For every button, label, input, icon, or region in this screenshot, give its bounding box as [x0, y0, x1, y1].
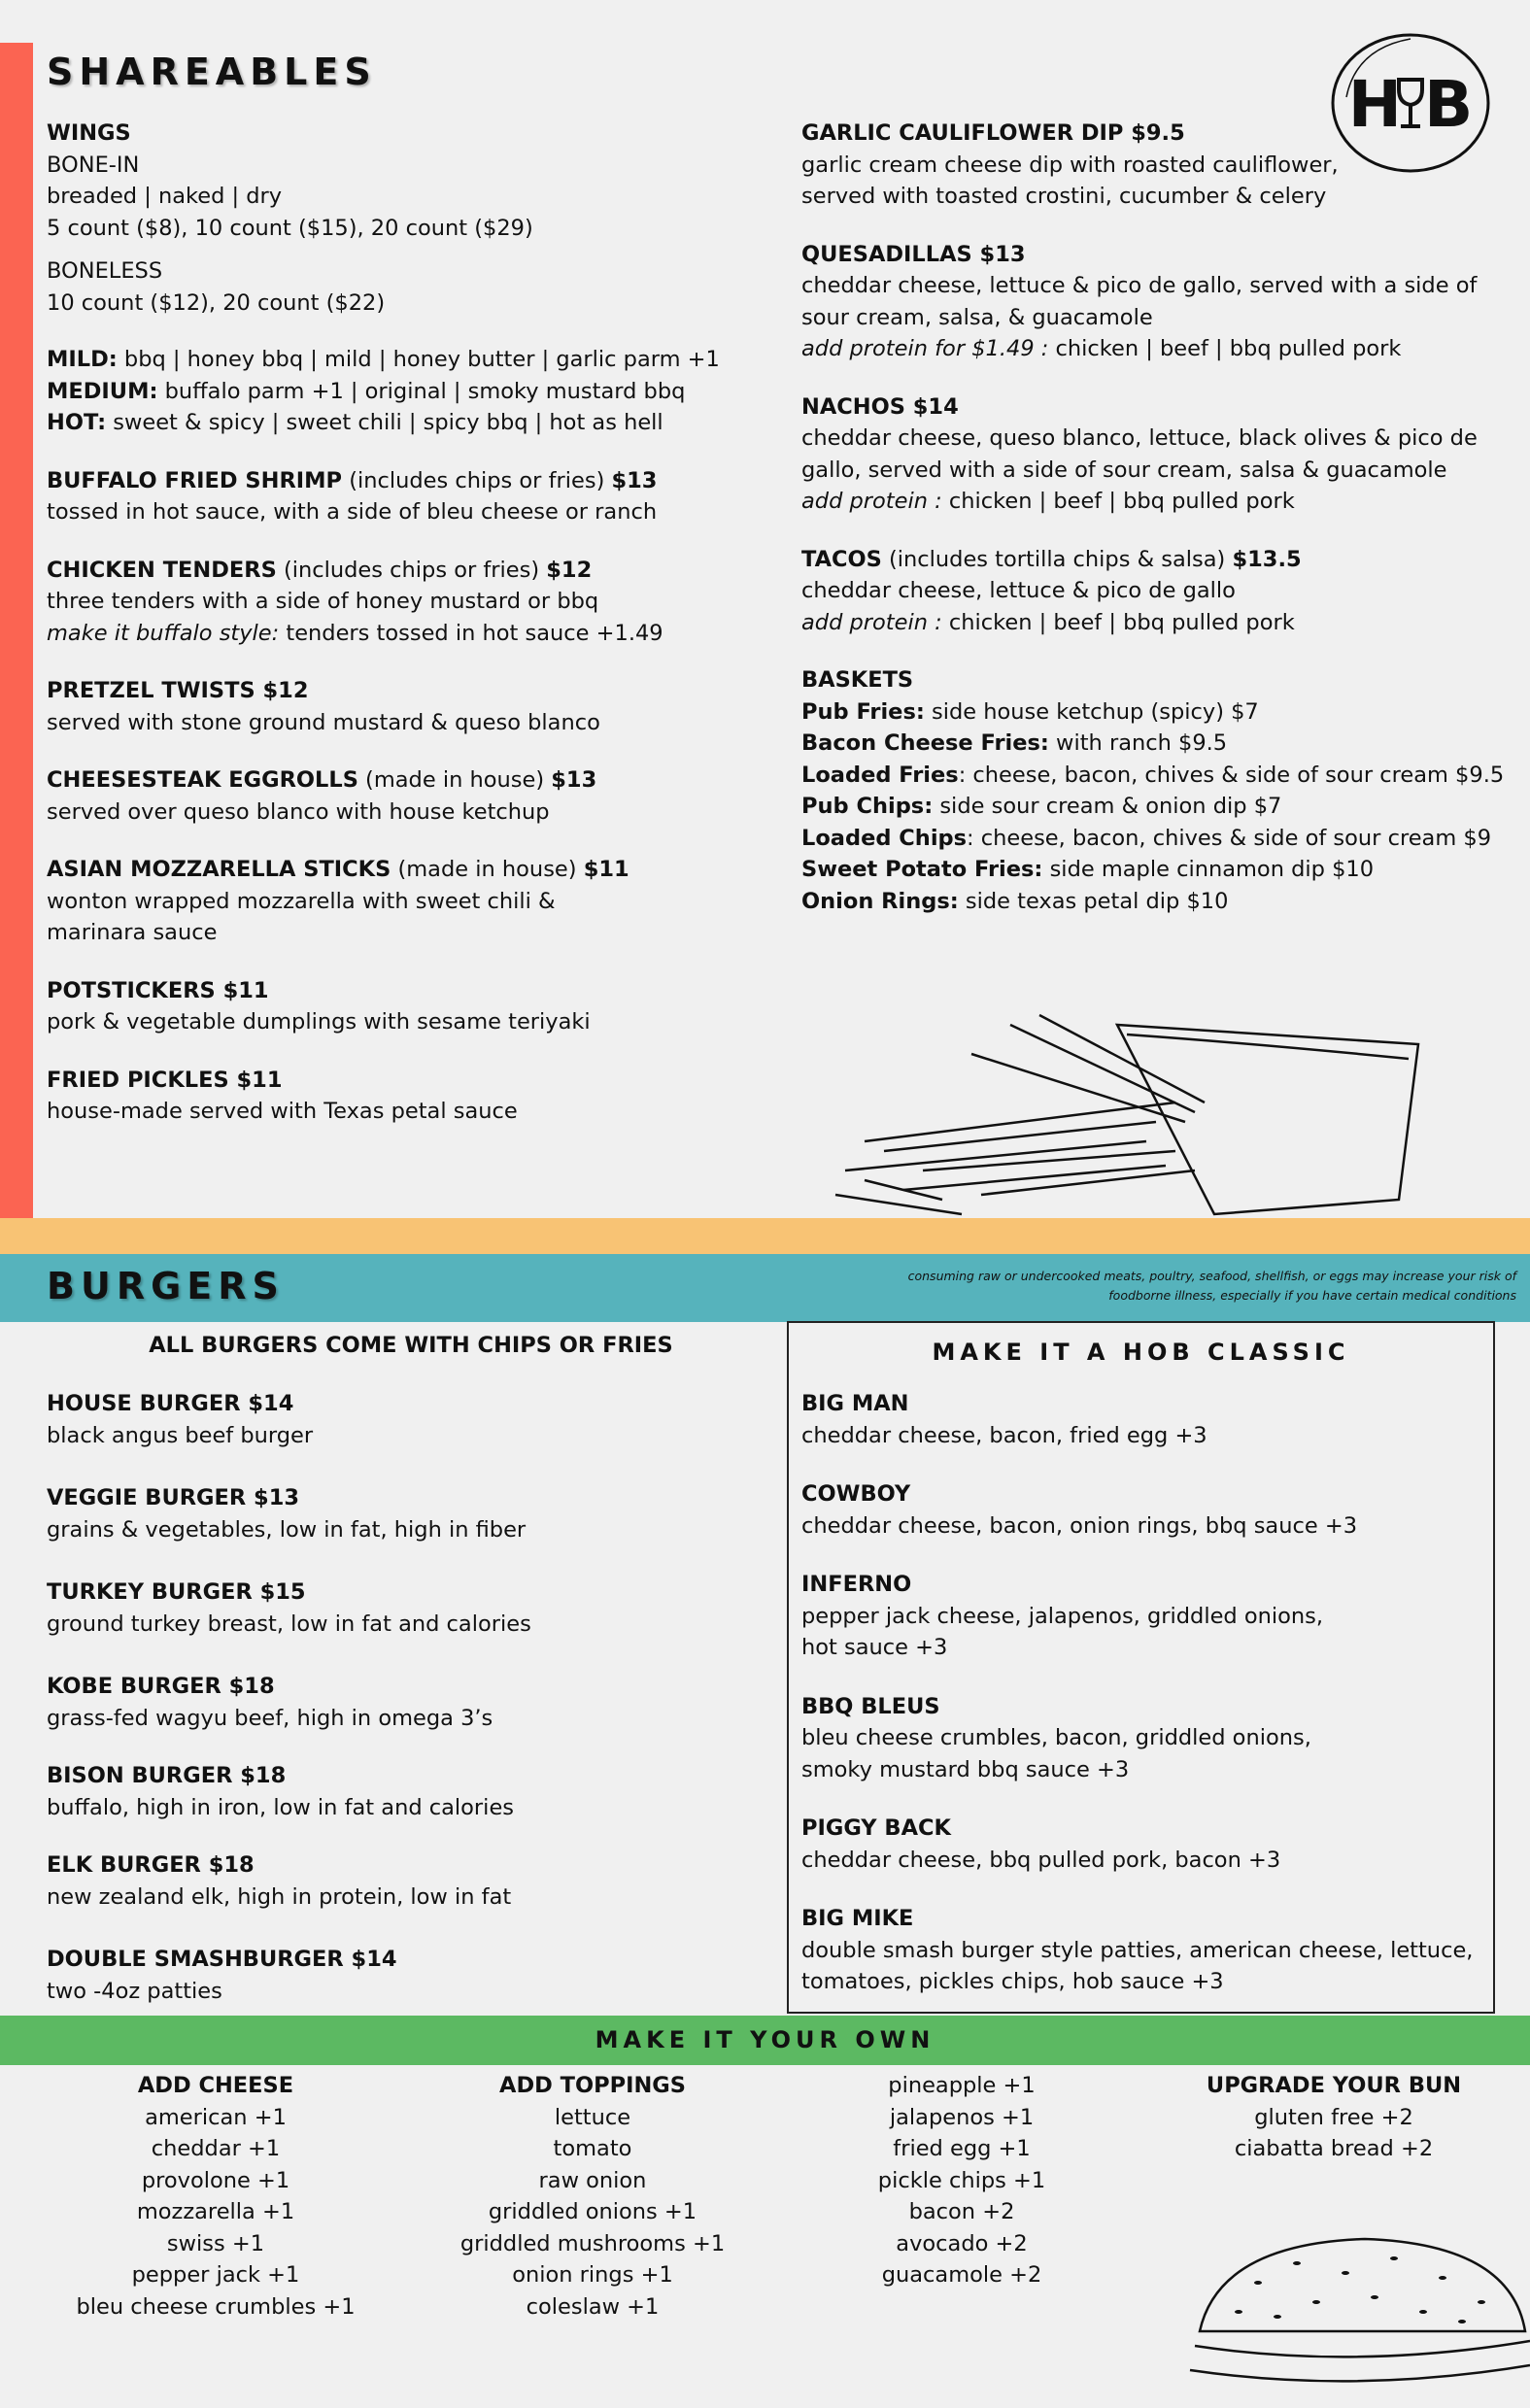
own-option: provolone +1: [141, 2167, 290, 2193]
own-option: pineapple +1: [888, 2073, 1036, 2098]
own-option: pepper jack +1: [131, 2262, 300, 2288]
menu-text: served over queso blanco with house ketchup: [47, 798, 550, 825]
burger-item: [47, 1577, 746, 1640]
own-column-head: UPGRADE YOUR BUN: [1206, 2073, 1462, 2098]
menu-text-rest: : cheese, bacon, chives & side of sour cream $9: [967, 825, 1492, 851]
classic-name: BBQ BLEUS: [801, 1693, 940, 1719]
menu-text: POTSTICKERS $11: [47, 977, 269, 1003]
menu-line: [801, 607, 1501, 639]
own-option: onion rings +1: [512, 2262, 673, 2288]
menu-price: $11: [583, 857, 629, 882]
menu-line: [801, 239, 1501, 271]
menu-text-rest: chicken | beef | bbq pulled pork: [941, 489, 1295, 514]
menu-text-rest: chicken | beef | bbq pulled pork: [1048, 336, 1402, 361]
menu-line: [801, 823, 1501, 855]
own-option: jalapenos +1: [889, 2104, 1035, 2130]
shareable-item: [47, 555, 746, 650]
shareable-item: [47, 1065, 746, 1128]
own-option: tomato: [553, 2136, 632, 2161]
menu-text: BUFFALO FRIED SHRIMP: [47, 467, 343, 493]
own-column: [1139, 2070, 1528, 2165]
classic-item: [801, 1813, 1501, 1876]
classic-name: INFERNO: [801, 1572, 912, 1597]
menu-line: [801, 696, 1501, 729]
menu-line: [47, 797, 746, 829]
menu-text-rest: with ranch $9.5: [1048, 730, 1228, 756]
menu-text: Bacon Cheese Fries:: [801, 730, 1049, 756]
menu-text: garlic cream cheese dip with roasted cauliflower,: [801, 152, 1339, 178]
burger-desc: grass-fed wagyu beef, high in omega 3’s: [47, 1705, 493, 1731]
menu-text: MEDIUM:: [47, 378, 158, 404]
classic-desc: cheddar cheese, bacon, fried egg +3: [801, 1422, 1207, 1448]
classic-name: BIG MAN: [801, 1391, 909, 1416]
own-option: mozzarella +1: [136, 2199, 295, 2224]
menu-text-rest: buffalo parm +1 | original | smoky mustard bbq: [157, 378, 686, 404]
menu-text: NACHOS $14: [801, 393, 959, 420]
menu-line: [801, 544, 1501, 576]
shareable-item: [47, 118, 746, 244]
own-option: swiss +1: [166, 2230, 265, 2256]
menu-text: Onion Rings:: [801, 888, 959, 914]
burger-name: HOUSE BURGER $14: [47, 1391, 294, 1416]
menu-text: QUESADILLAS $13: [801, 241, 1026, 267]
own-column: [398, 2070, 787, 2323]
menu-text: 10 count ($12), 20 count ($22): [47, 289, 386, 316]
menu-text: add protein :: [801, 609, 942, 635]
menu-text: make it buffalo style:: [47, 620, 280, 646]
menu-line: [801, 728, 1501, 760]
menu-line: [47, 854, 746, 886]
burger-item: [47, 1760, 746, 1823]
fries-illustration: [826, 1005, 1428, 1219]
own-option: pickle chips +1: [877, 2167, 1046, 2193]
menu-text-rest: (made in house): [357, 767, 552, 793]
menu-line: [801, 486, 1501, 518]
own-option: raw onion: [538, 2167, 647, 2193]
menu-text: wonton wrapped mozzarella with sweet chili &: [47, 888, 556, 914]
menu-text: Loaded Chips: [801, 825, 968, 851]
burger-name: TURKEY BURGER $15: [47, 1579, 306, 1605]
classic-desc: double smash burger style patties, american cheese, lettuce,: [801, 1937, 1474, 1963]
menu-line: [801, 270, 1501, 302]
menu-text: BONE-IN: [47, 152, 140, 178]
menu-text: ASIAN MOZZARELLA STICKS: [47, 857, 391, 882]
menu-line: [47, 618, 746, 650]
menu-text-rest: : cheese, bacon, chives & side of sour cream $9.5: [958, 762, 1505, 788]
classic-desc: bleu cheese crumbles, bacon, griddled onions,: [801, 1725, 1311, 1750]
shareable-item: [47, 465, 746, 528]
menu-text: cheddar cheese, lettuce & pico de gallo: [801, 578, 1236, 603]
menu-text-rest: (includes tortilla chips & salsa): [881, 546, 1233, 572]
menu-text-rest: side maple cinnamon dip $10: [1042, 857, 1375, 882]
menu-text: Loaded Fries: [801, 762, 959, 788]
menu-line: [47, 886, 746, 918]
menu-text-rest: side house ketchup (spicy) $7: [924, 698, 1259, 725]
burger-desc: grains & vegetables, low in fat, high in fiber: [47, 1516, 527, 1543]
menu-text: Pub Fries:: [801, 698, 925, 725]
menu-text: GARLIC CAULIFLOWER DIP $9.5: [801, 120, 1185, 146]
menu-text: Pub Chips:: [801, 794, 934, 819]
burger-desc: buffalo, high in iron, low in fat and calories: [47, 1794, 515, 1820]
classic-name: COWBOY: [801, 1481, 911, 1507]
menu-line: [801, 455, 1501, 487]
menu-text: cheddar cheese, queso blanco, lettuce, black olives & pico de: [801, 425, 1478, 451]
classic-desc: cheddar cheese, bbq pulled pork, bacon +3: [801, 1847, 1281, 1873]
burger-name: ELK BURGER $18: [47, 1852, 255, 1878]
classic-desc: pepper jack cheese, jalapenos, griddled onions,: [801, 1603, 1324, 1629]
menu-line: [801, 664, 1501, 696]
menu-line: [47, 1096, 746, 1128]
menu-line: [47, 344, 746, 376]
menu-line: [47, 1006, 746, 1038]
menu-line: [801, 760, 1505, 792]
shareable-item: [47, 675, 746, 738]
burger-item: [47, 1849, 746, 1913]
menu-text: CHICKEN TENDERS: [47, 557, 277, 583]
menu-text: BONELESS: [47, 258, 163, 284]
menu-text: Sweet Potato Fries:: [801, 857, 1043, 882]
menu-text: served with toasted crostini, cucumber & celery: [801, 184, 1327, 209]
classic-item: [801, 1691, 1501, 1786]
shareables-right-column: [801, 118, 1505, 943]
menu-line: [801, 854, 1501, 886]
menu-line: [47, 181, 746, 213]
svg-text:H B: H B: [1347, 67, 1474, 142]
shareable-item: [47, 764, 746, 828]
menu-line: [47, 376, 746, 408]
menu-text: cheddar cheese, lettuce & pico de gallo, served with a side of: [801, 273, 1478, 298]
own-option: lettuce: [554, 2104, 631, 2130]
menu-line: [801, 791, 1501, 823]
own-option: gluten free +2: [1254, 2104, 1413, 2130]
menu-text: add protein for $1.49 :: [801, 336, 1049, 361]
menu-text: PRETZEL TWISTS $12: [47, 678, 309, 703]
shareables-left-column: [47, 118, 746, 1154]
menu-line: [47, 213, 746, 245]
menu-text-rest: tenders tossed in hot sauce +1.49: [279, 620, 663, 646]
menu-price: $12: [546, 557, 593, 583]
own-column: [767, 2070, 1156, 2291]
own-option: fried egg +1: [893, 2136, 1031, 2161]
menu-line: [47, 407, 746, 439]
menu-line: [47, 118, 746, 150]
own-column-head: ADD TOPPINGS: [499, 2073, 686, 2098]
menu-text: house-made served with Texas petal sauce: [47, 1099, 518, 1124]
shareable-item: [47, 255, 746, 319]
menu-line: [801, 181, 1501, 213]
red-accent-bar: [0, 43, 33, 1218]
orange-divider-bar: [0, 1218, 1530, 1254]
shareable-item: [801, 239, 1501, 365]
classic-item: [801, 1478, 1501, 1542]
menu-text-rest: (includes chips or fries): [342, 467, 612, 493]
menu-price: $13: [611, 467, 658, 493]
menu-text: FRIED PICKLES $11: [47, 1067, 283, 1093]
menu-text: CHEESESTEAK EGGROLLS: [47, 767, 358, 793]
menu-line: [801, 118, 1501, 150]
own-option: avocado +2: [896, 2230, 1028, 2256]
menu-text: add protein :: [801, 489, 942, 514]
shareable-item: [801, 391, 1501, 518]
menu-line: [801, 423, 1501, 455]
menu-line: [47, 496, 746, 528]
make-your-own-title: MAKE IT YOUR OWN: [595, 2026, 935, 2053]
own-option: guacamole +2: [881, 2262, 1042, 2288]
shareable-item: [801, 118, 1501, 213]
menu-text: gallo, served with a side of sour cream, salsa & guacamole: [801, 457, 1447, 483]
menu-line: [47, 150, 746, 182]
menu-text: BASKETS: [801, 667, 914, 693]
menu-text: marinara sauce: [47, 920, 218, 945]
shareable-item: [47, 975, 746, 1038]
burger-desc: black angus beef burger: [47, 1422, 314, 1448]
own-option: bleu cheese crumbles +1: [76, 2293, 356, 2320]
burger-item: [47, 1388, 746, 1451]
menu-text: MILD:: [47, 347, 118, 372]
burger-item: [47, 1482, 746, 1545]
classic-item: [801, 1569, 1501, 1664]
menu-text: sour cream, salsa, & guacamole: [801, 304, 1153, 330]
burger-illustration: [1180, 2224, 1530, 2404]
menu-line: [47, 707, 746, 739]
own-option: coleslaw +1: [526, 2293, 660, 2320]
menu-line: [47, 1065, 746, 1097]
menu-text-rest: side texas petal dip $10: [958, 888, 1229, 914]
classic-name: BIG MIKE: [801, 1906, 914, 1931]
menu-line: [801, 575, 1501, 607]
menu-text-rest: side sour cream & onion dip $7: [933, 794, 1282, 819]
classic-item: [801, 1388, 1501, 1451]
own-column-head: ADD CHEESE: [137, 2073, 294, 2098]
menu-text: three tenders with a side of honey mustard or bbq: [47, 589, 599, 614]
shareables-title: SHAREABLES: [47, 51, 377, 93]
burger-name: VEGGIE BURGER $13: [47, 1485, 300, 1510]
menu-line: [47, 586, 746, 618]
classic-item: [801, 1903, 1501, 1998]
menu-line: [47, 764, 746, 797]
menu-line: [801, 391, 1501, 424]
own-option: ciabatta bread +2: [1234, 2136, 1434, 2161]
burger-name: BISON BURGER $18: [47, 1763, 287, 1788]
menu-price: $13.5: [1232, 546, 1302, 572]
own-column: [21, 2070, 410, 2323]
burger-desc: new zealand elk, high in protein, low in fat: [47, 1883, 512, 1910]
classic-desc: hot sauce +3: [801, 1635, 948, 1660]
disclaimer-line-2: foodborne illness, especially if you have certain medical conditions: [1108, 1288, 1516, 1303]
burger-name: DOUBLE SMASHBURGER $14: [47, 1947, 397, 1972]
burgers-note: ALL BURGERS COME WITH CHIPS OR FRIES: [149, 1333, 673, 1358]
menu-text-rest: chicken | beef | bbq pulled pork: [941, 609, 1295, 635]
menu-text: pork & vegetable dumplings with sesame teriyaki: [47, 1009, 591, 1034]
menu-line: [47, 255, 746, 288]
own-option: cheddar +1: [151, 2136, 281, 2161]
hob-classic-title: MAKE IT A HOB CLASSIC: [932, 1339, 1350, 1366]
menu-text: breaded | naked | dry: [47, 184, 283, 209]
own-option: griddled mushrooms +1: [459, 2230, 726, 2256]
menu-text-rest: sweet & spicy | sweet chili | spicy bbq | hot as hell: [106, 410, 663, 435]
burgers-list: [47, 1388, 746, 2038]
food-safety-disclaimer: [836, 1267, 1516, 1306]
menu-line: [47, 675, 746, 707]
hob-classic-list: [801, 1388, 1501, 2025]
menu-line: [47, 555, 746, 587]
menu-line: [47, 917, 746, 949]
own-option: bacon +2: [908, 2199, 1015, 2224]
burger-item: [47, 1671, 746, 1734]
disclaimer-line-1: consuming raw or undercooked meats, poultry, seafood, shellfish, or eggs may increase your risk of: [907, 1269, 1516, 1283]
shareable-item: [47, 344, 746, 439]
shareable-item: [801, 664, 1505, 917]
menu-line: [47, 465, 746, 497]
menu-text: WINGS: [47, 120, 131, 146]
menu-text: tossed in hot sauce, with a side of bleu cheese or ranch: [47, 499, 658, 525]
menu-text: TACOS: [801, 546, 882, 572]
menu-line: [801, 150, 1501, 182]
burgers-title: BURGERS: [47, 1265, 285, 1307]
menu-line: [801, 302, 1501, 334]
classic-desc: tomatoes, pickles chips, hob sauce +3: [801, 1969, 1224, 1994]
menu-text-rest: bbq | honey bbq | mild | honey butter | garlic parm +1: [117, 347, 720, 372]
classic-name: PIGGY BACK: [801, 1815, 951, 1841]
menu-text: served with stone ground mustard & queso blanco: [47, 709, 600, 735]
menu-text: 5 count ($8), 10 count ($15), 20 count ($29): [47, 215, 533, 241]
burger-desc: ground turkey breast, low in fat and calories: [47, 1611, 531, 1637]
shareable-item: [47, 854, 746, 949]
burger-item: [47, 1944, 746, 2007]
menu-line: [801, 333, 1501, 365]
menu-line: [47, 288, 746, 320]
burger-name: KOBE BURGER $18: [47, 1674, 275, 1699]
classic-desc: smoky mustard bbq sauce +3: [801, 1756, 1130, 1782]
own-option: american +1: [145, 2104, 287, 2130]
menu-price: $13: [551, 767, 597, 793]
menu-text-rest: (includes chips or fries): [276, 557, 547, 583]
menu-text-rest: (made in house): [391, 857, 584, 882]
burger-desc: two -4oz patties: [47, 1978, 222, 2004]
menu-text: HOT:: [47, 410, 107, 435]
own-option: griddled onions +1: [488, 2199, 697, 2224]
menu-line: [801, 886, 1501, 918]
menu-line: [47, 975, 746, 1007]
classic-desc: cheddar cheese, bacon, onion rings, bbq sauce +3: [801, 1512, 1358, 1539]
shareable-item: [801, 544, 1501, 639]
